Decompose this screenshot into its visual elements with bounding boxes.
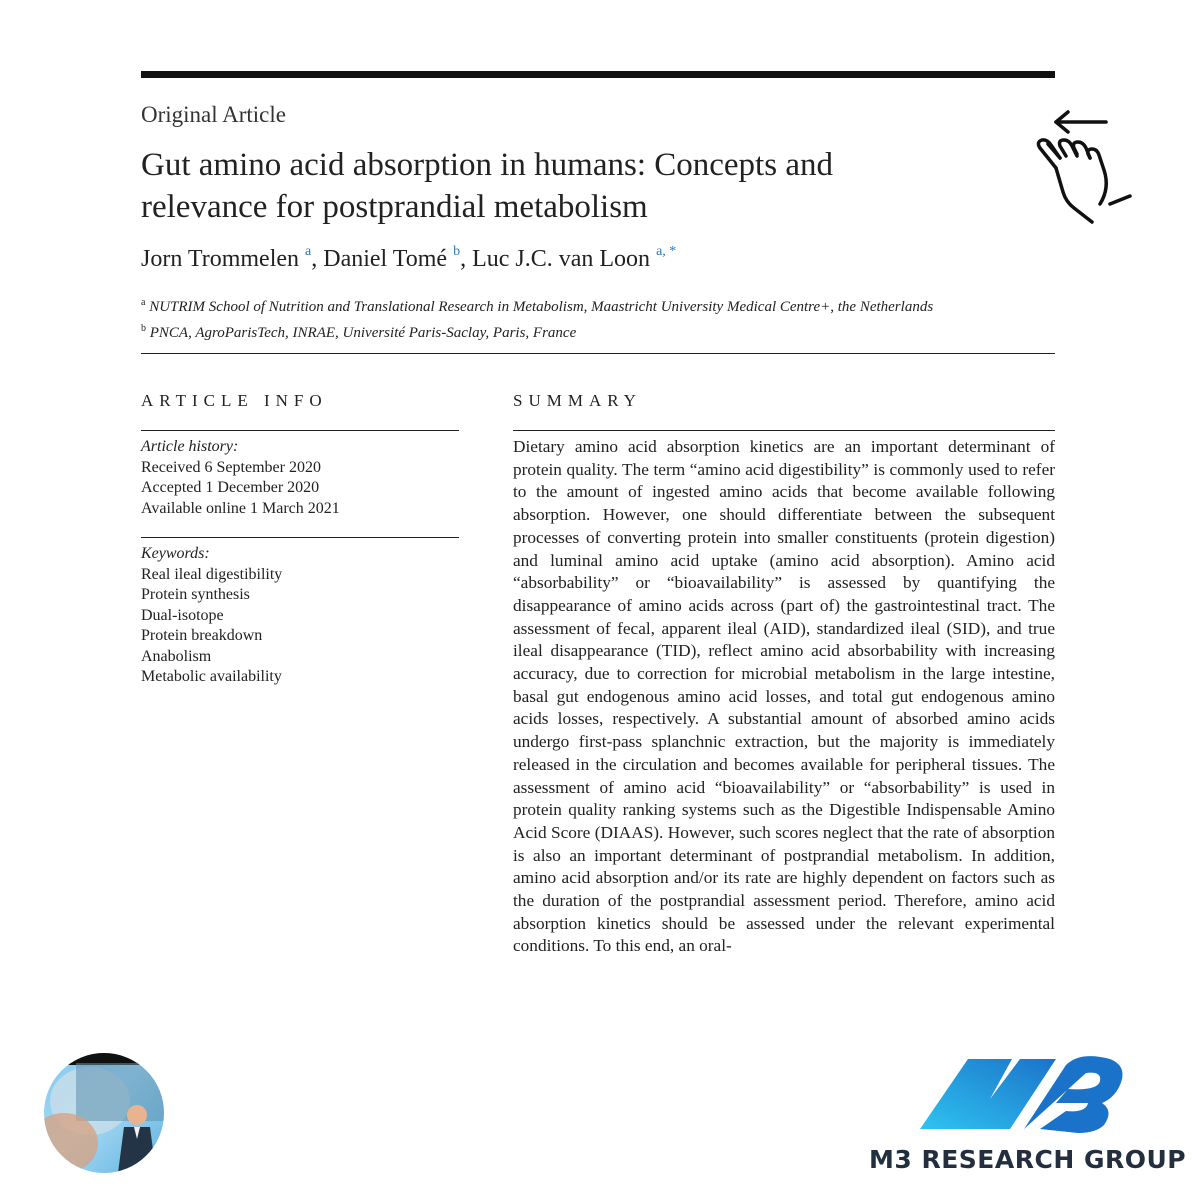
title-line-2: relevance for postprandial metabolism <box>141 189 648 225</box>
keyword: Dual-isotope <box>141 606 224 624</box>
author-affil-ref[interactable]: a <box>305 244 312 259</box>
info-divider <box>141 430 459 431</box>
title-line-1: Gut amino acid absorption in humans: Concepts and <box>141 147 833 183</box>
summary-text: Dietary amino acid absorption kinetics are an important determinant of protein quality. The term “amino acid digestibility” is commonly used to refer to the amount of ingested amino acids that become available following absorption. However, one should differentiate between the subsequent processes of converting protein into smaller constituents (protein digestion) and luminal amino acid uptake (amino acid absorption). Amino acid “absorbability” or “bioavailability” is assessed by quantifying the disappearance of amino acids across (part of) the gastrointestinal tract. The assessment of fecal, apparent ileal (AID), standardized ileal (SID), and true ileal disappearance (TID), reflect amino acid absorbability with increasing accuracy, due to correction for microbial metabolism in the large intestine, basal gut endogenous amino acid losses, and total gut endogenous amino acids losses, respectively. A substantial amount of absorbed amino acids undergo first-pass splanchnic extraction, but the majority is immediately released in the circulation and becomes available for peripheral tissues. The assessment of amino acid “bioavailability” or “absorbability” is used in protein quality ranking systems such as the Digestible Indispensable Amino Acid Score (DIAAS). However, such scores neglect that the rate of absorption is also an important determinant of postprandial metabolism. In addition, amino acid absorption and/or its rate are highly dependent on factors such as the duration of the postprandial assessment period. Therefore, amino acid absorption kinetics should be assessed under the relevant experimental conditions. To this end, an oral- <box>513 437 1055 956</box>
affiliation <box>141 318 933 344</box>
article-history <box>141 437 340 519</box>
history-received: Received 6 September 2020 <box>141 458 321 476</box>
keyword: Metabolic availability <box>141 668 282 685</box>
profile-avatar[interactable] <box>44 1053 164 1173</box>
swipe-left-hand-icon[interactable] <box>1030 108 1140 228</box>
author-list: Jorn Trommelen $^a$, Daniel Tomé $^b$, Luc J.C. van Loon $^{a, *}$ <box>141 244 677 272</box>
summary-divider <box>513 430 1055 431</box>
keywords <box>141 544 282 688</box>
affiliation-marker: b <box>141 323 146 334</box>
keyword: Anabolism <box>141 647 212 665</box>
keywords-label: Keywords: <box>141 545 210 562</box>
author-affil-ref[interactable]: a, * <box>656 244 677 259</box>
top-rule <box>141 71 1055 78</box>
history-label: Article history: <box>141 438 239 455</box>
keyword: Real ileal digestibility <box>141 565 283 583</box>
brand-name: M3 RESEARCH GROUP <box>869 1145 1187 1174</box>
affiliation-text: NUTRIM School of Nutrition and Translational Research in Metabolism, Maastricht University Medical Centre+, the Netherlands <box>149 299 934 315</box>
article-type: Original Article <box>141 102 286 127</box>
affiliations <box>141 292 933 344</box>
speaker-photo <box>44 1053 164 1173</box>
author-affil-ref[interactable]: b <box>453 244 461 259</box>
author-name[interactable]: Luc J.C. van Loon <box>472 246 651 272</box>
affiliation <box>141 292 933 318</box>
keyword: Protein synthesis <box>141 586 250 603</box>
author-name[interactable]: Daniel Tomé <box>323 246 448 272</box>
history-online: Available online 1 March 2021 <box>141 499 340 517</box>
author-name[interactable]: Jorn Trommelen <box>141 246 300 272</box>
article-info-heading: ARTICLE INFO <box>141 391 328 410</box>
affiliation-marker: a <box>141 297 146 308</box>
affiliation-text: PNCA, AgroParisTech, INRAE, Université Paris-Saclay, Paris, France <box>149 325 577 341</box>
keyword: Protein breakdown <box>141 627 263 644</box>
header-divider <box>141 353 1055 354</box>
keywords-divider <box>141 537 459 538</box>
history-accepted: Accepted 1 December 2020 <box>141 479 320 496</box>
summary-heading: SUMMARY <box>513 391 642 410</box>
article-title <box>141 144 1021 228</box>
